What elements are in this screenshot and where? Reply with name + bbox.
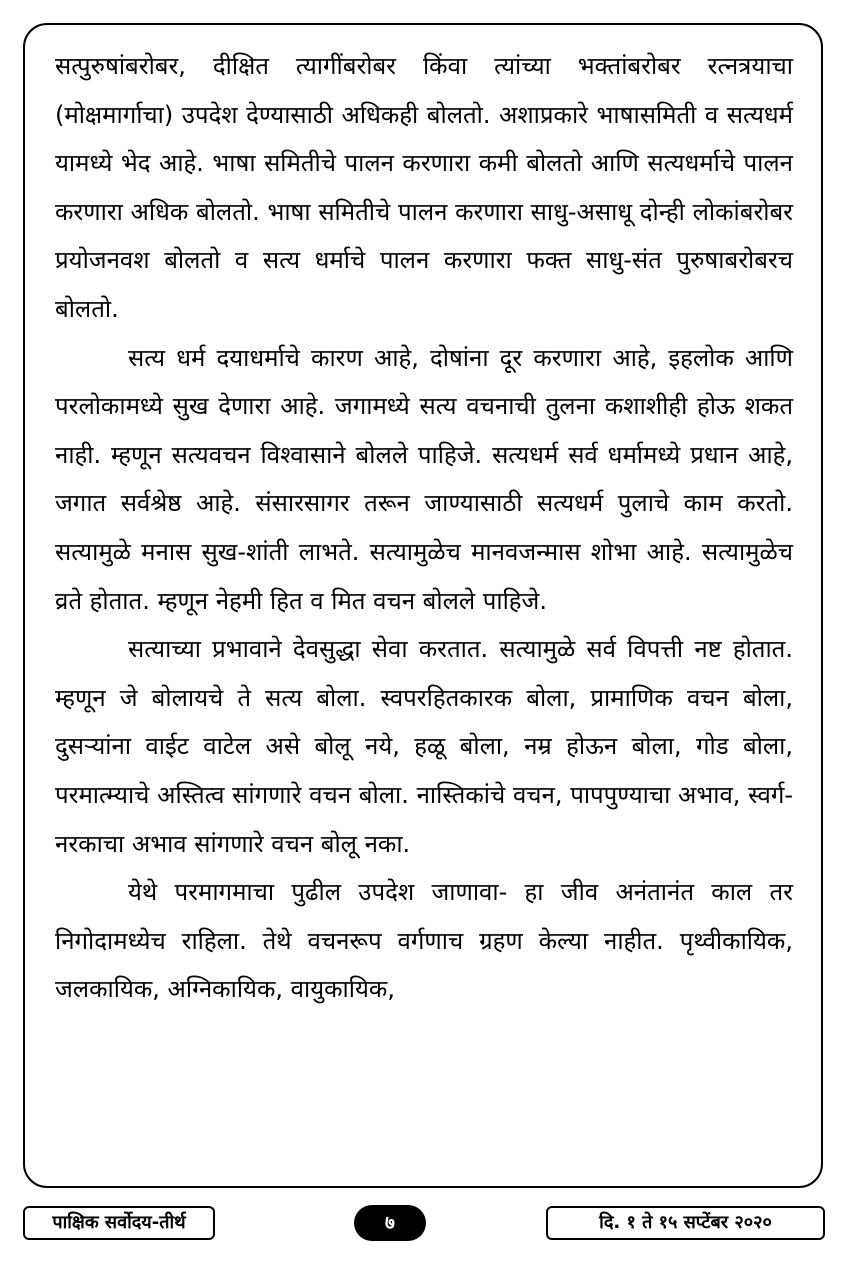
paragraph-2: सत्य धर्म दयाधर्माचे कारण आहे, दोषांना दूर करणारा आहे, इहलोक आणि परलोकामध्ये सुख देणारा आहे. जगामध्ये सत्य वचनाची तुलना कशाशीही होऊ शकत नाही. म्हणून सत्यवचन विश्वासाने बोलले पाहिजे. सत्यधर्म सर्व धर्मामध्ये प्रधान आहे, जगात सर्वश्रेष्ठ आहे. संसारसागर तरून जाण्यासाठी सत्यधर्म पुलाचे काम करतो. सत्यामुळे मनास सुख-शांती लाभते. सत्यामुळेच मानवजन्मास शोभा आहे. सत्यामुळेच व्रते होतात. म्हणून नेहमी हित व मित वचन बोलले पाहिजे. [55, 343, 793, 615]
paragraph-4: येथे परमागमाचा पुढील उपदेश जाणावा- हा जीव अनंतानंत काल तर निगोदामध्येच राहिला. तेथे वचनरूप वर्गणाच ग्रहण केल्या नाहीत. पृथ्वीकायिक, जलकायिक, अग्निकायिक, वायुकायिक, [55, 878, 793, 1004]
paragraph-3: सत्याच्या प्रभावाने देवसुद्धा सेवा करतात. सत्यामुळे सर्व विपत्ती नष्ट होतात. म्हणून जे बोलायचे ते सत्य बोला. स्वपरहितकारक बोला, प्रामाणिक वचन बोला, दुसऱ्यांना वाईट वाटेल असे बोलू नये, हळू बोला, नम्र होऊन बोला, गोड बोला, परमात्म्याचे अस्तित्व सांगणारे वचन बोला. नास्तिकांचे वचन, पापपुण्याचा अभाव, स्वर्ग-नरकाचा अभाव सांगणारे वचन बोलू नका. [55, 635, 793, 858]
issue-date: दि. १ ते १५ सप्टेंबर २०२० [546, 1206, 825, 1240]
page-number: ७ [354, 1205, 426, 1241]
paragraph-1: सत्पुरुषांबरोबर, दीक्षित त्यागींबरोबर किंवा त्यांच्या भक्तांबरोबर रत्नत्रयाचा (मोक्षमार्गाचा) उपदेश देण्यासाठी अधिकही बोलतो. अशाप्रकारे भाषासमिती व सत्यधर्म यामध्ये भेद आहे. भाषा समितीचे पालन करणारा कमी बोलतो आणि सत्यधर्माचे पालन करणारा अधिक बोलतो. भाषा समितीचे पालन करणारा साधु-असाधू दोन्ही लोकांबरोबर प्रयोजनवश बोलतो व सत्य धर्माचे पालन करणारा फक्त साधु-संत पुरुषाबरोबरच बोलतो. [55, 52, 793, 323]
publication-name: पाक्षिक सर्वोदय-तीर्थ [23, 1206, 215, 1240]
body-text [55, 42, 793, 1014]
